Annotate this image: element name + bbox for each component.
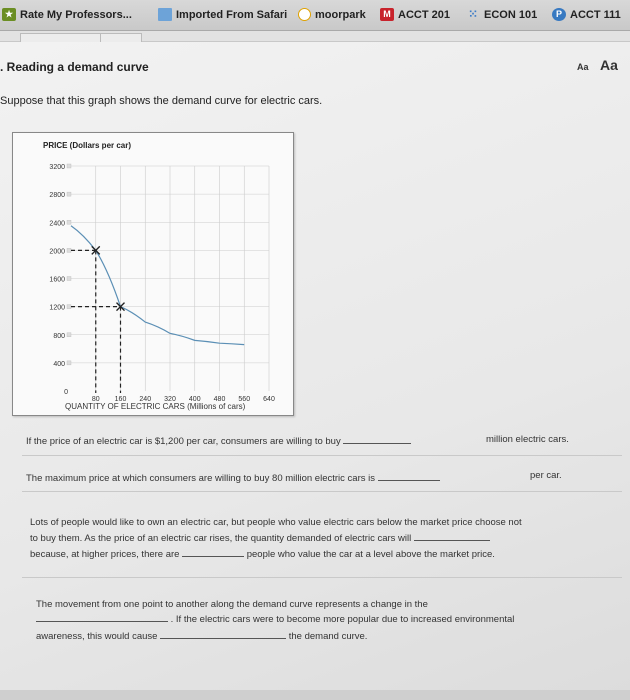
guide-lines xyxy=(71,250,121,393)
page-content xyxy=(0,42,630,700)
question-3-text: to buy them. As the price of an electric car rises, the quantity demanded of electric cars will xyxy=(30,533,412,544)
bottom-edge xyxy=(0,690,630,700)
question-1-answer-blank[interactable] xyxy=(343,442,411,444)
bookmark-label: Imported From Safari xyxy=(176,8,288,21)
question-3-quantity-blank[interactable] xyxy=(414,539,490,541)
bookmark-label: ECON 101 xyxy=(484,8,538,21)
y-tick-label: 2000 xyxy=(49,248,65,256)
demand-curve-graph[interactable] xyxy=(12,132,294,416)
y-tick-label: 1600 xyxy=(49,276,65,284)
y-tick-box xyxy=(67,220,71,224)
question-3-text: people who value the car at a level above the market price. xyxy=(246,549,495,560)
bookmark-label: Rate My Professors... xyxy=(20,8,132,21)
bookmark-label: moorpark xyxy=(315,8,366,21)
chart-gridlines xyxy=(67,164,269,391)
question-2-text: The maximum price at which consumers are willing to buy 80 million electric cars is xyxy=(26,473,375,484)
demand-chart xyxy=(13,133,293,415)
question-4-shift-blank[interactable] xyxy=(160,637,286,639)
question-4-line-2 xyxy=(36,614,514,625)
folder-icon xyxy=(158,8,172,21)
bookmark-acct-111[interactable] xyxy=(552,8,621,21)
question-1 xyxy=(26,436,411,447)
bookmark-label: ACCT 111 xyxy=(570,8,621,21)
question-2 xyxy=(26,473,440,484)
question-4-line-1: The movement from one point to another along the demand curve represents a change in the xyxy=(36,599,428,610)
question-4-text: . If the electric cars were to become more popular due to increased environmental xyxy=(170,614,515,625)
x-tick-label: 80 xyxy=(91,396,100,403)
y-tick-label: 400 xyxy=(53,360,65,368)
circle-icon xyxy=(298,8,311,21)
bookmark-rate-my-professors[interactable] xyxy=(2,8,132,21)
bookmark-acct-201[interactable] xyxy=(380,8,450,21)
divider xyxy=(22,455,622,456)
question-2-after: per car. xyxy=(530,470,562,481)
question-3-text: because, at higher prices, there are xyxy=(30,549,180,560)
tab[interactable] xyxy=(100,33,142,42)
question-3-line-2 xyxy=(30,533,490,544)
question-3-line-3 xyxy=(30,549,495,560)
p-icon: P xyxy=(552,8,566,21)
x-tick-label: 560 xyxy=(238,396,251,403)
question-4-change-blank[interactable] xyxy=(36,620,168,622)
y-tick-box xyxy=(67,305,71,309)
question-3-line-1: Lots of people would like to own an electric car, but people who value electric cars below the market price choose not xyxy=(30,517,522,528)
y-tick-box xyxy=(67,248,71,252)
x-tick-label: 320 xyxy=(164,396,176,403)
question-4-line-3 xyxy=(36,631,367,642)
bookmark-label: ACCT 201 xyxy=(398,8,450,21)
question-4-text: the demand curve. xyxy=(288,631,368,642)
x-tick-label: 400 xyxy=(188,396,201,403)
demand-curve-line xyxy=(71,226,244,345)
bookmark-econ-101[interactable] xyxy=(466,8,537,21)
divider xyxy=(22,491,622,492)
y-tick-box xyxy=(67,192,71,196)
bookmark-imported-from-safari[interactable] xyxy=(158,8,287,21)
y-axis-label: PRICE (Dollars per car) xyxy=(43,141,132,150)
m-icon: M xyxy=(380,8,394,21)
question-3-people-blank[interactable] xyxy=(182,555,244,557)
y-tick-box xyxy=(67,361,71,365)
y-tick-label: 3200 xyxy=(49,164,65,171)
y-tick-box xyxy=(67,277,71,281)
y-tick-box xyxy=(67,333,71,337)
intro-text: Suppose that this graph shows the demand curve for electric cars. xyxy=(0,95,323,107)
y-tick-box xyxy=(67,164,71,168)
y-tick-labels xyxy=(49,164,68,396)
y-tick-label: 2800 xyxy=(49,192,65,200)
tab-strip xyxy=(0,31,630,42)
question-1-after: million electric cars. xyxy=(486,434,569,445)
y-tick-label: 0 xyxy=(64,389,68,396)
page-title: . Reading a demand curve xyxy=(0,60,149,74)
text-size-increase-button[interactable]: Aa xyxy=(600,57,618,73)
text-size-decrease-button[interactable]: Aa xyxy=(577,62,589,72)
tab[interactable] xyxy=(20,33,102,42)
x-tick-label: 640 xyxy=(263,396,275,403)
divider xyxy=(22,577,622,578)
dots-icon: ⁙ xyxy=(467,7,479,21)
x-tick-label: 160 xyxy=(114,396,127,403)
x-tick-label: 480 xyxy=(213,396,226,403)
x-axis-label: QUANTITY OF ELECTRIC CARS (Millions of cars) xyxy=(65,402,246,411)
rmp-icon: ★ xyxy=(2,8,16,21)
bookmarks-bar xyxy=(0,0,630,31)
y-tick-label: 1200 xyxy=(49,304,65,312)
bookmark-moorpark[interactable] xyxy=(298,8,366,21)
x-tick-label: 240 xyxy=(139,396,152,403)
question-4-text: awareness, this would cause xyxy=(36,631,158,642)
y-tick-label: 2400 xyxy=(49,220,65,228)
question-1-text: If the price of an electric car is $1,200 per car, consumers are willing to buy xyxy=(26,436,341,447)
y-tick-label: 800 xyxy=(53,332,65,340)
question-2-answer-blank[interactable] xyxy=(378,479,440,481)
